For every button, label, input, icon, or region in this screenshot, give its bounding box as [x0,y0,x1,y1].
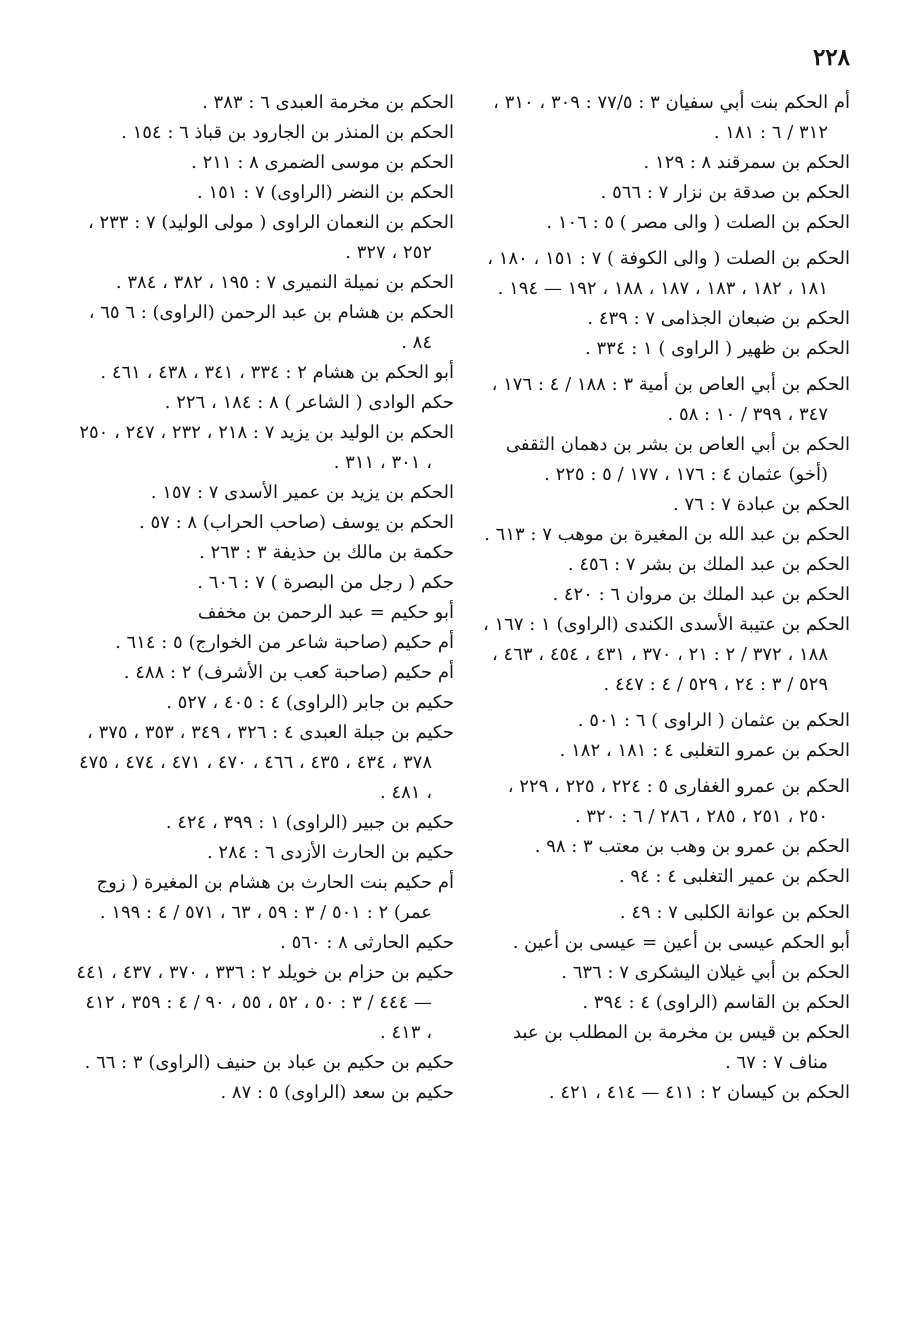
index-entry: الحكم بن كيسان ٢ : ٤١١ — ٤١٤ ، ٤٢١ . [548,1082,850,1103]
index-entry: أبو الحكم بن هشام ٢ : ٣٣٤ ، ٣٤١ ، ٤٣٨ ، ٤٦١ . [100,362,454,383]
index-entry: حكيم الحارثى ٨ : ٥٦٠ . [280,932,454,953]
index-entry: الحكم بن النضر (الراوى) ٧ : ١٥١ . [197,182,454,203]
index-entry: الحكم بن أبي العاص بن أمية ٣ : ١٨٨ / ٤ : ١٧٦ ، ٣٤٧ ، ٣٩٩ / ١٠ : ٥٨ . [491,374,850,425]
index-entry: أم حكيم (صاحبة كعب بن الأشرف) ٢ : ٤٨٨ . [123,662,454,683]
index-entry: الحكم بن عبد الله بن المغيرة بن موهب ٧ : ٦١٣ . [484,524,850,545]
index-entry: الحكم بن الوليد بن يزيد ٧ : ٢١٨ ، ٢٣٢ ، ٢٤٧ ، ٢٥٠ ، ٣٠١ ، ٣١١ . [79,422,454,473]
index-entry: الحكم بن يوسف (صاحب الحراب) ٨ : ٥٧ . [139,512,454,533]
index-entry: الحكم بن عبد الملك بن بشر ٧ : ٤٥٦ . [567,554,850,575]
index-entry: الحكم بن أبي غيلان اليشكرى ٧ : ٦٣٦ . [561,962,850,983]
index-column-right [474,88,850,1108]
index-entry: الحكم بن النعمان الراوى ( مولى الوليد) ٧ : ٢٣٣ ، ٢٥٢ ، ٣٢٧ . [87,212,454,263]
index-entry: الحكم بن يزيد بن عمير الأسدى ٧ : ١٥٧ . [150,482,454,503]
index-entry: الحكم بن عمرو بن وهب بن معتب ٣ : ٩٨ . [534,836,850,857]
index-entry: حكم ( رجل من البصرة ) ٧ : ٦٠٦ . [197,572,454,593]
index-entry: أبو الحكم عيسى بن أعين = عيسى بن أعين . [512,932,850,953]
index-column-left [76,88,454,1108]
index-entry: الحكم بن عتيبة الأسدى الكندى (الراوى) ١ : ١٦٧ ، ١٨٨ ، ٣٧٢ / ٢ : ٢١ ، ٣٧٠ ، ٤٣١ ، ٤٥٤ ، ٤٦٣ ، ٥٢٩ / ٣ : ٢٤ ، ٥٢٩ / ٤ : ٤٤٧ . [482,614,850,695]
index-entry: حكمة بن مالك بن حذيفة ٣ : ٢٦٣ . [199,542,454,563]
index-entry: الحكم بن عمير التغلبى ٤ : ٩٤ . [618,866,850,887]
index-entry: أم حكيم بنت الحارث بن هشام بن المغيرة ( زوج عمر) ٢ : ٥٠١ / ٣ : ٥٩ ، ٦٣ ، ٥٧١ / ٤ : ١٩٩ . [96,872,454,923]
index-entry: الحكم بن الصلت ( والى الكوفة ) ٧ : ١٥١ ، ١٨٠ ، ١٨١ ، ١٨٢ ، ١٨٣ ، ١٨٧ ، ١٨٨ ، ١٩٢ — ١٩٤ . [487,248,850,299]
index-entry: حكيم بن حكيم بن عباد بن حنيف (الراوى) ٣ : ٦٦ . [84,1052,454,1073]
index-entry: الحكم بن المنذر بن الجارود بن قباذ ٦ : ١٥٤ . [121,122,454,143]
index-entry: حكيم بن جابر (الراوى) ٤ : ٤٠٥ ، ٥٢٧ . [166,692,454,713]
index-entry: الحكم بن عمرو الغفارى ٥ : ٢٢٤ ، ٢٢٥ ، ٢٢٩ ، ٢٥٠ ، ٢٥١ ، ٢٨٥ ، ٢٨٦ / ٦ : ٣٢٠ . [507,776,850,827]
index-entry: أبو حكيم = عبد الرحمن بن مخفف [197,602,454,623]
index-entry: الحكم بن أبي العاص بن بشر بن دهمان الثقفى (أخو) عثمان ٤ : ١٧٦ ، ١٧٧ / ٥ : ٢٢٥ . [505,434,850,485]
index-entry: حكيم بن جبلة العبدى ٤ : ٣٢٦ ، ٣٤٩ ، ٣٥٣ ، ٣٧٥ ، ٣٧٨ ، ٤٣٤ ، ٤٣٥ ، ٤٦٦ ، ٤٧٠ ، ٤٧١ ، ٤٧٤ ، ٤٧٥ ، ٤٨١ . [79,722,454,803]
index-entry: حكيم بن جبير (الراوى) ١ : ٣٩٩ ، ٤٢٤ . [165,812,454,833]
index-entry: الحكم بن ضبعان الجذامى ٧ : ٤٣٩ . [587,308,850,329]
index-entry: الحكم بن مخرمة العبدى ٦ : ٣٨٣ . [202,92,454,113]
index-entry: الحكم بن قيس بن مخرمة بن المطلب بن عبد مناف ٧ : ٦٧ . [512,1022,850,1073]
index-entry: حكم الوادى ( الشاعر ) ٨ : ١٨٤ ، ٢٢٦ . [164,392,454,413]
index-entry: حكيم بن حزام بن خويلد ٢ : ٣٣٦ ، ٣٧٠ ، ٤٣٧ ، ٤٤١ — ٤٤٤ / ٣ : ٥٠ ، ٥٢ ، ٥٥ ، ٩٠ / ٤ : ٣٥٩ ، ٤١٢ ، ٤١٣ . [76,962,454,1043]
index-entry: أم الحكم بنت أبي سفيان ٣ : ٧٧/٥ : ٣٠٩ ، ٣١٠ ، ٣١٢ / ٦ : ١٨١ . [493,92,850,143]
page-number: ٢٢٨ [812,44,850,71]
index-entry: الحكم بن صدقة بن نزار ٧ : ٥٦٦ . [600,182,850,203]
index-entry: الحكم بن عمرو التغلبى ٤ : ١٨١ ، ١٨٢ . [559,740,850,761]
index-entry: أم حكيم (صاحبة شاعر من الخوارج) ٥ : ٦١٤ . [115,632,454,653]
index-entry: الحكم بن عبادة ٧ : ٧٦ . [673,494,850,515]
index-entry: حكيم بن سعد (الراوى) ٥ : ٨٧ . [220,1082,454,1103]
index-entry: الحكم بن عثمان ( الراوى ) ٦ : ٥٠١ . [577,710,850,731]
index-entry: الحكم بن ظهير ( الراوى ) ١ : ٣٣٤ . [585,338,850,359]
index-entry: الحكم بن نميلة النميرى ٧ : ١٩٥ ، ٣٨٢ ، ٣٨٤ . [115,272,454,293]
index-entry: الحكم بن عبد الملك بن مروان ٦ : ٤٢٠ . [552,584,850,605]
index-entry: الحكم بن سمرقند ٨ : ١٢٩ . [643,152,850,173]
index-entry: حكيم بن الحارث الأزدى ٦ : ٢٨٤ . [206,842,454,863]
index-entry: الحكم بن عوانة الكلبى ٧ : ٤٩ . [619,902,850,923]
index-entry: الحكم بن القاسم (الراوى) ٤ : ٣٩٤ . [582,992,850,1013]
index-entry: الحكم بن الصلت ( والى مصر ) ٥ : ١٠٦ . [546,212,850,233]
index-entry: الحكم بن هشام بن عبد الرحمن (الراوى) : ٦ ٦٥ ، ٨٤ . [88,302,454,353]
index-entry: الحكم بن موسى الضمرى ٨ : ٢١١ . [191,152,454,173]
